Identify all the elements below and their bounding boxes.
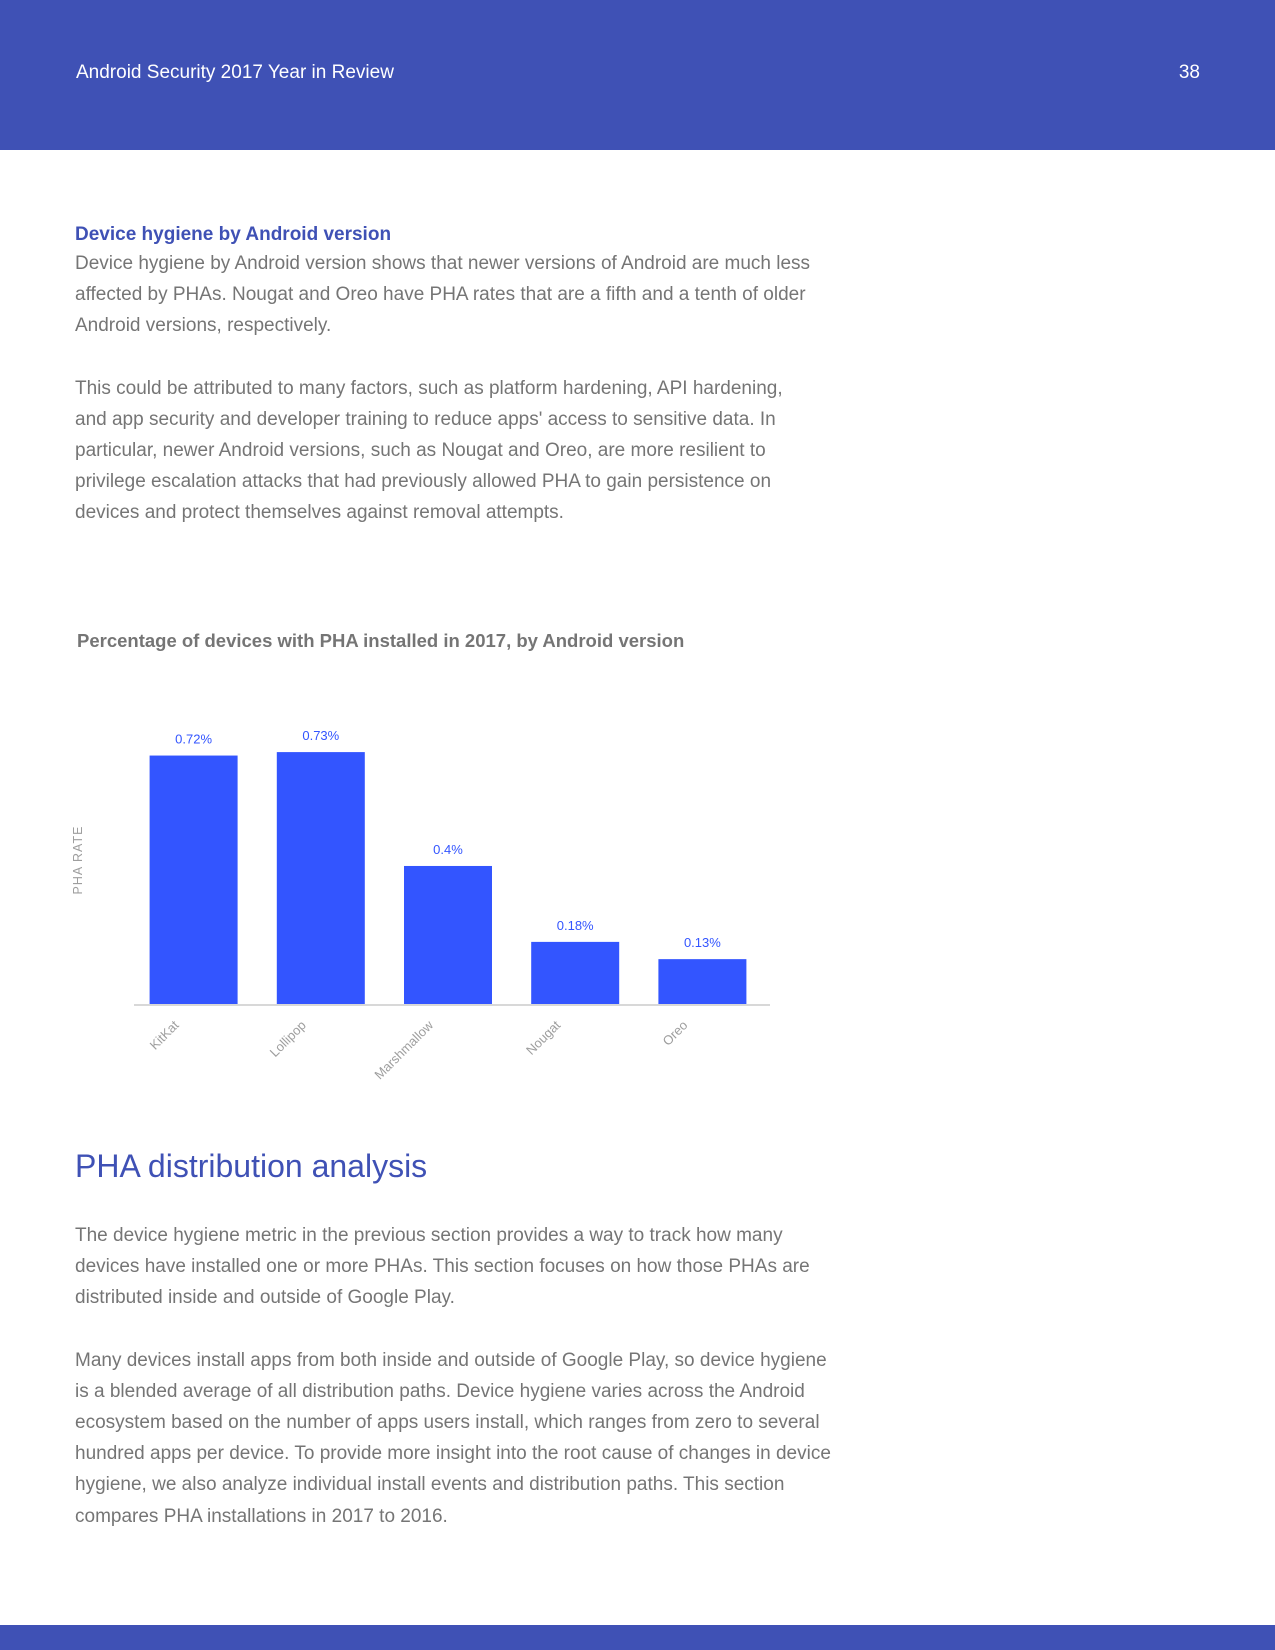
x-tick-label: Nougat [523, 1017, 564, 1058]
page-footer [0, 1625, 1275, 1650]
data-label: 0.4% [433, 841, 463, 857]
chart-title: Percentage of devices with PHA installed in 2017, by Android version [77, 630, 685, 651]
data-label: 0.73% [302, 728, 340, 744]
bar-lollipop [277, 752, 365, 1004]
bar-kitkat [150, 756, 238, 1004]
x-tick-label: KitKat [146, 1017, 182, 1053]
data-label: 0.72% [175, 731, 213, 747]
data-label: 0.18% [556, 917, 594, 933]
section-heading: PHA distribution analysis [75, 1148, 428, 1184]
x-tick-label: Oreo [659, 1017, 691, 1049]
section-pha-distribution [75, 1220, 835, 1532]
page-number: 38 [1178, 62, 1200, 83]
bar-chart [60, 728, 780, 1100]
paragraph: The device hygiene metric in the previous section provides a way to track how many devices have installed one or more PHAs. This section focuses on how those PHAs are distributed inside and outside of Google Play. [75, 1225, 810, 1309]
section-device-hygiene [75, 222, 815, 529]
bar-nougat [531, 942, 619, 1004]
page-header [0, 0, 1275, 150]
bar-marshmallow [404, 866, 492, 1004]
paragraph: Many devices install apps from both inside and outside of Google Play, so device hygiene is a blended average of all distribution paths. Device hygiene varies across the Android ecosystem based on the number of apps users install, which ranges from zero to several hundred apps per device. To provide more insight into the root cause of changes in device hygiene, we also analyze individual install events and distribution paths. This section compares PHA installations in 2017 to 2016. [75, 1349, 831, 1527]
bar-oreo [658, 959, 746, 1004]
x-tick-label: Marshmallow [371, 1017, 437, 1083]
y-axis-label: PHA RATE [71, 825, 85, 895]
x-tick-label: Lollipop [266, 1017, 309, 1060]
data-label: 0.13% [683, 935, 721, 951]
subheading: Device hygiene by Android version [75, 224, 392, 245]
document-title: Android Security 2017 Year in Review [76, 62, 394, 83]
paragraph: This could be attributed to many factors, such as platform hardening, API hardening, and app security and developer training to reduce apps' access to sensitive data. In particular, newer Android versions, such as Nougat and Oreo, are more resilient to privilege escalation attacks that had previously allowed PHA to gain persistence on devices and protect themselves against removal attempts. [75, 377, 783, 524]
paragraph: Device hygiene by Android version shows that newer versions of Android are much less affected by PHAs. Nougat and Oreo have PHA rates that are a fifth and a tenth of older Android versions, respectively. [75, 253, 811, 337]
